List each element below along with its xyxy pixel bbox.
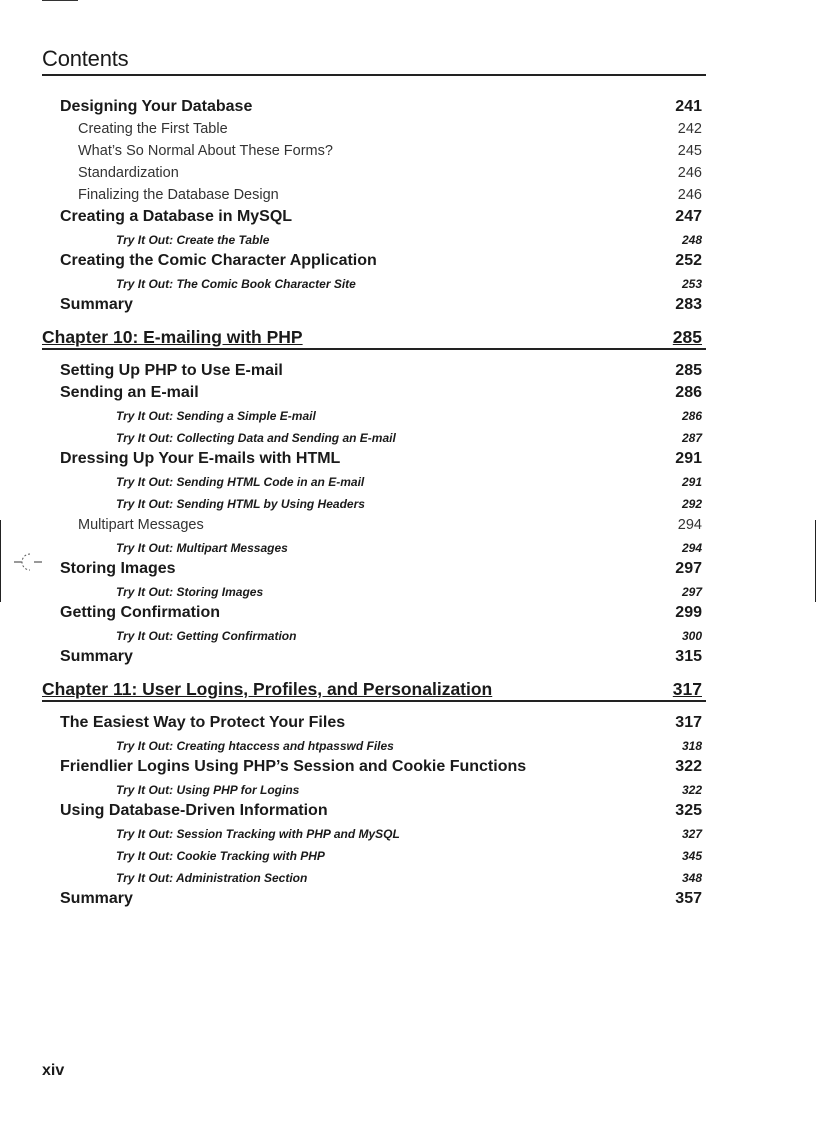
entry-title[interactable]: Getting Confirmation [60, 604, 220, 621]
entry-title[interactable]: Try It Out: Sending HTML Code in an E-mail [116, 475, 365, 489]
entry-title[interactable]: Try It Out: Storing Images [116, 585, 264, 599]
chapter-title[interactable]: Chapter 11: User Logins, Profiles, and Personalization [42, 679, 493, 699]
toc-section-entry[interactable] [0, 646, 816, 668]
toc-section-entry[interactable] [0, 294, 816, 316]
entry-title[interactable]: Summary [60, 648, 133, 665]
margin-rule-left [0, 520, 1, 602]
entry-title[interactable]: Dressing Up Your E-mails with HTML [60, 450, 341, 467]
entry-page: 294 [681, 541, 702, 555]
toc-try-it-out-entry[interactable] [0, 492, 816, 514]
toc-try-it-out-entry[interactable] [0, 426, 816, 448]
toc-try-it-out-entry[interactable] [0, 470, 816, 492]
entry-title[interactable]: What’s So Normal About These Forms? [78, 143, 333, 159]
toc-try-it-out-entry[interactable] [0, 536, 816, 558]
entry-title[interactable]: Try It Out: Administration Section [116, 871, 308, 885]
entry-page: 348 [681, 871, 702, 885]
entry-page: 285 [675, 362, 702, 379]
entry-page: 241 [675, 98, 702, 115]
entry-page: 283 [675, 296, 702, 313]
entry-title[interactable]: Try It Out: The Comic Book Character Site [116, 277, 356, 291]
toc-section-entry[interactable] [0, 96, 816, 118]
toc-section-entry[interactable] [0, 712, 816, 734]
entry-title[interactable]: Try It Out: Sending HTML by Using Headers [116, 497, 365, 511]
entry-title[interactable]: Sending an E-mail [60, 384, 199, 401]
toc-section-entry[interactable] [0, 888, 816, 910]
entry-page: 291 [681, 475, 702, 489]
toc-section-entry[interactable] [0, 558, 816, 580]
entry-title[interactable]: Using Database-Driven Information [60, 802, 328, 819]
entry-title[interactable]: Try It Out: Session Tracking with PHP and MySQL [116, 827, 400, 841]
top-rule [42, 0, 78, 1]
entry-page: 246 [677, 187, 702, 203]
chapter-10-entries [0, 360, 816, 668]
entry-title[interactable]: Try It Out: Multipart Messages [116, 541, 288, 555]
entry-page: 322 [681, 783, 702, 797]
entry-title[interactable]: Setting Up PHP to Use E-mail [60, 362, 283, 379]
toc-try-it-out-entry[interactable] [0, 580, 816, 602]
entry-page: 297 [681, 585, 702, 599]
entry-title[interactable]: Try It Out: Sending a Simple E-mail [116, 409, 316, 423]
toc-section-entry[interactable] [0, 448, 816, 470]
entry-page: 299 [675, 604, 702, 621]
entry-title[interactable]: Try It Out: Getting Confirmation [116, 629, 297, 643]
toc-section-entry[interactable] [0, 206, 816, 228]
toc-section-entry[interactable] [0, 800, 816, 822]
toc-subsection-entry[interactable] [0, 118, 816, 140]
entry-title[interactable]: Friendlier Logins Using PHP’s Session and Cookie Functions [60, 758, 527, 775]
entry-page: 242 [677, 121, 702, 137]
registration-mark-icon [14, 552, 42, 572]
entry-page: 317 [675, 714, 702, 731]
chapter-11-entries [0, 712, 816, 910]
toc-section-entry[interactable] [0, 602, 816, 624]
toc-subsection-entry[interactable] [0, 514, 816, 536]
entry-page: 322 [675, 758, 702, 775]
entry-page: 245 [677, 143, 702, 159]
entry-page: 357 [675, 890, 702, 907]
entry-page: 252 [675, 252, 702, 269]
entry-title[interactable]: Try It Out: Create the Table [116, 233, 270, 247]
chapter-page: 317 [672, 679, 702, 699]
entry-title[interactable]: Creating the First Table [78, 121, 228, 137]
toc-try-it-out-entry[interactable] [0, 822, 816, 844]
toc-try-it-out-entry[interactable] [0, 778, 816, 800]
toc-section-entry[interactable] [0, 250, 816, 272]
entry-page: 246 [677, 165, 702, 181]
entry-page: 292 [681, 497, 702, 511]
toc-try-it-out-entry[interactable] [0, 272, 816, 294]
chapter-10-heading[interactable] [0, 316, 816, 360]
toc-try-it-out-entry[interactable] [0, 866, 816, 888]
toc-try-it-out-entry[interactable] [0, 844, 816, 866]
chapter-title[interactable]: Chapter 10: E-mailing with PHP [42, 327, 303, 347]
entry-title[interactable]: Storing Images [60, 560, 176, 577]
entry-title[interactable]: Designing Your Database [60, 98, 253, 115]
entry-page: 253 [681, 277, 702, 291]
entry-page: 300 [681, 629, 702, 643]
entry-title[interactable]: The Easiest Way to Protect Your Files [60, 714, 346, 731]
entry-title[interactable]: Try It Out: Cookie Tracking with PHP [116, 849, 325, 863]
toc-subsection-entry[interactable] [0, 140, 816, 162]
entry-page: 327 [681, 827, 702, 841]
entry-title[interactable]: Summary [60, 890, 133, 907]
toc-try-it-out-entry[interactable] [0, 734, 816, 756]
toc-subsection-entry[interactable] [0, 184, 816, 206]
entry-page: 286 [681, 409, 702, 423]
chapter-page: 285 [672, 327, 702, 347]
toc-try-it-out-entry[interactable] [0, 624, 816, 646]
entry-title[interactable]: Creating the Comic Character Application [60, 252, 377, 269]
entry-title[interactable]: Try It Out: Creating htaccess and htpasswd Files [116, 739, 394, 753]
entry-page: 248 [681, 233, 702, 247]
toc-try-it-out-entry[interactable] [0, 228, 816, 250]
toc-subsection-entry[interactable] [0, 162, 816, 184]
entry-page: 291 [675, 450, 702, 467]
entry-title[interactable]: Try It Out: Using PHP for Logins [116, 783, 300, 797]
page-title: Contents [42, 46, 706, 76]
entry-title[interactable]: Standardization [78, 165, 179, 181]
entry-page: 247 [675, 208, 702, 225]
entry-page: 345 [681, 849, 702, 863]
toc-try-it-out-entry[interactable] [0, 404, 816, 426]
page-number: xiv [42, 1062, 65, 1079]
chapter-11-heading[interactable] [0, 668, 816, 712]
entry-title[interactable]: Try It Out: Collecting Data and Sending an E-mail [116, 431, 396, 445]
entry-page: 286 [675, 384, 702, 401]
toc-section-entry[interactable] [0, 382, 816, 404]
entry-title[interactable]: Creating a Database in MySQL [60, 208, 293, 225]
entry-page: 325 [675, 802, 702, 819]
toc-section-entry[interactable] [0, 756, 816, 778]
entry-title[interactable]: Summary [60, 296, 133, 313]
table-of-contents [0, 96, 816, 910]
toc-section-entry[interactable] [0, 360, 816, 382]
entry-page: 297 [675, 560, 702, 577]
entry-page: 287 [681, 431, 702, 445]
toc-intro-section [0, 96, 816, 316]
entry-title[interactable]: Multipart Messages [78, 517, 204, 533]
entry-page: 315 [675, 648, 702, 665]
entry-page: 318 [681, 739, 702, 753]
entry-page: 294 [677, 517, 702, 533]
entry-title[interactable]: Finalizing the Database Design [78, 187, 279, 203]
